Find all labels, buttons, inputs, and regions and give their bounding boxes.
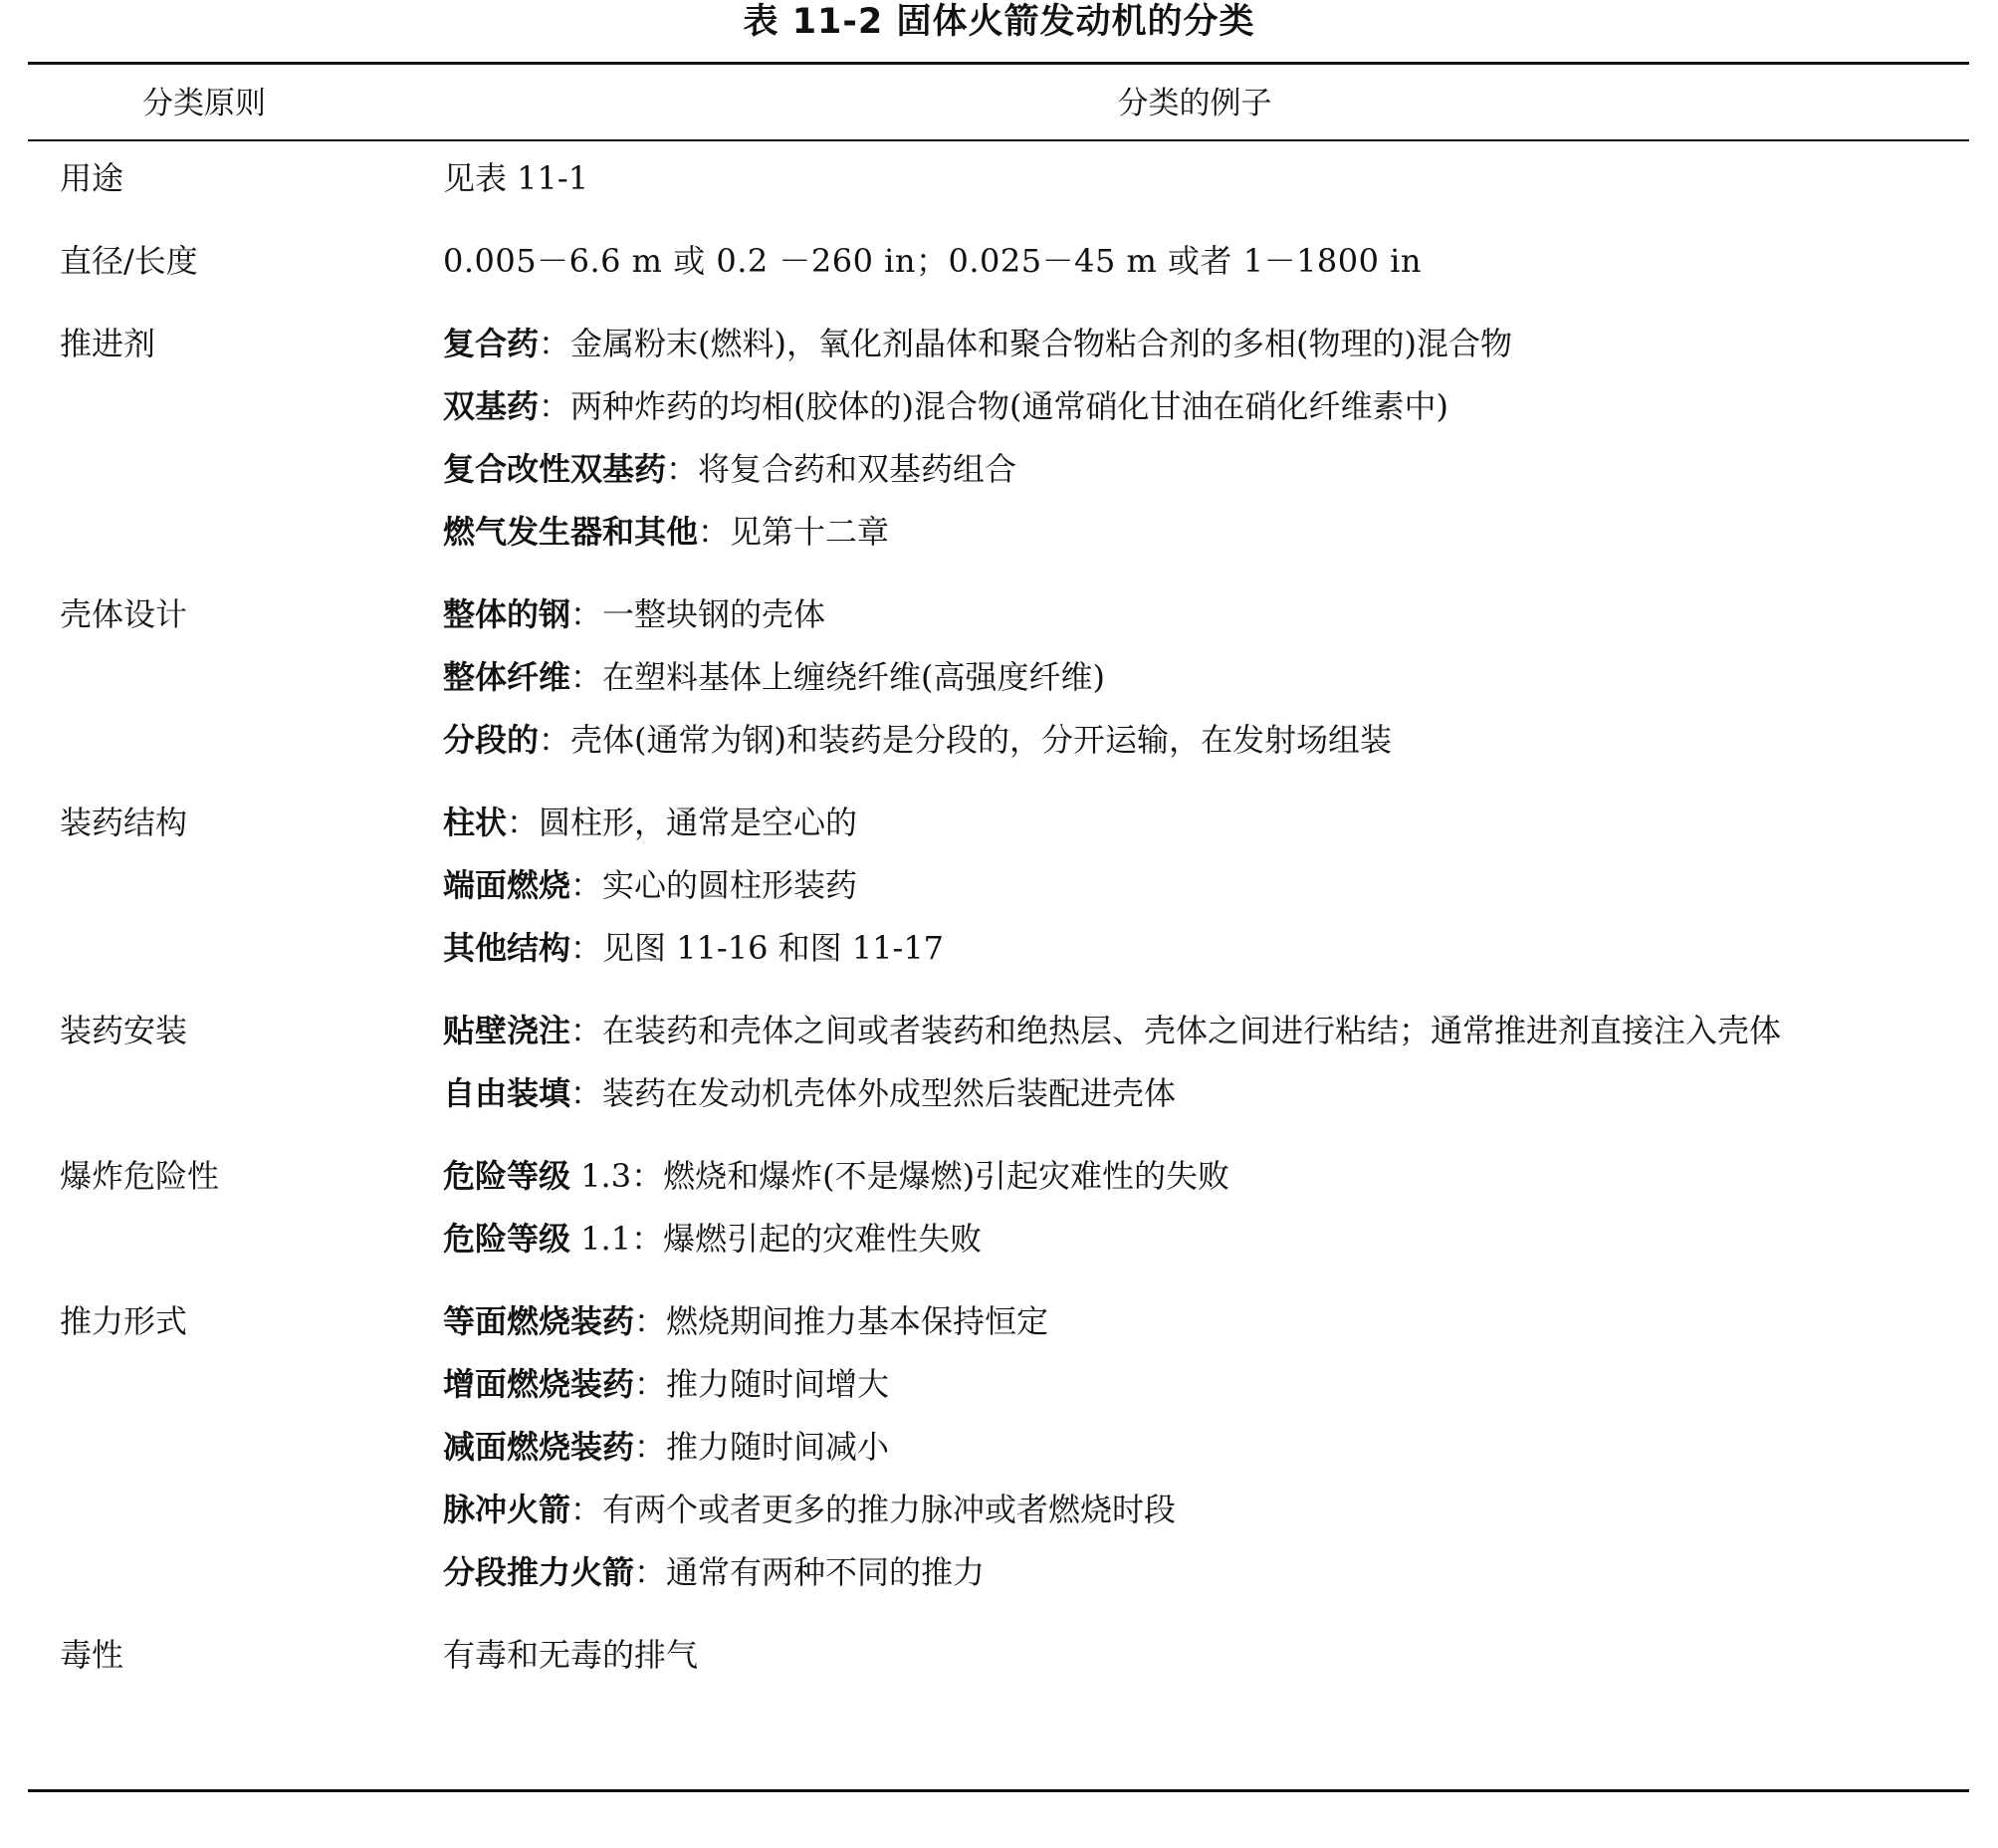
example-text: 1.3：燃烧和爆炸(不是爆燃)引起灾难性的失败 — [570, 1157, 1230, 1195]
example-item — [443, 1353, 1951, 1416]
example-term: 自由装填 — [443, 1074, 571, 1112]
example-item — [443, 438, 1951, 501]
row-label: 装药结构 — [60, 804, 188, 841]
example-term: 分段的 — [443, 721, 540, 759]
row-examples — [443, 792, 1951, 980]
example-item — [443, 1416, 1951, 1479]
example-text: 1.1：爆燃引起的灾难性失败 — [570, 1220, 983, 1258]
example-term: 复合改性双基药 — [443, 450, 667, 488]
example-text: 0.005－6.6 m 或 0.2 －260 in；0.025－45 m 或者 1－1800 in — [443, 242, 1423, 280]
example-item — [443, 917, 1951, 980]
row-examples — [443, 147, 1951, 210]
example-item — [443, 147, 1951, 210]
example-text: ：见图 11-16 和图 11-17 — [570, 929, 945, 967]
row-label: 壳体设计 — [60, 595, 188, 633]
top-rule — [28, 62, 1969, 65]
row-label: 装药安装 — [60, 1012, 188, 1049]
example-item — [443, 792, 1951, 854]
example-text: ：见第十二章 — [698, 513, 890, 551]
example-term: 端面燃烧 — [443, 866, 571, 904]
example-text: 有毒和无毒的排气 — [443, 1636, 699, 1674]
table-row — [0, 792, 1998, 980]
table-row — [0, 583, 1998, 772]
example-text: 见表 11-1 — [443, 159, 589, 197]
example-term: 双基药 — [443, 387, 540, 425]
row-examples — [443, 313, 1951, 564]
row-label: 毒性 — [60, 1636, 124, 1674]
table-row — [0, 1145, 1998, 1270]
example-text: ：将复合药和双基药组合 — [666, 450, 1017, 488]
example-text: ：两种炸药的均相(胶体的)混合物(通常硝化甘油在硝化纤维素中) — [539, 387, 1448, 425]
example-text: ：推力随时间增大 — [634, 1365, 890, 1403]
example-term: 增面燃烧装药 — [443, 1365, 635, 1403]
example-term: 等面燃烧装药 — [443, 1302, 635, 1340]
table-row — [0, 147, 1998, 210]
table-body — [0, 147, 1998, 1707]
table-title: 表 11-2 固体火箭发动机的分类 — [743, 2, 1255, 42]
example-item — [443, 709, 1951, 772]
example-term: 脉冲火箭 — [443, 1491, 571, 1528]
bottom-rule — [28, 1789, 1969, 1792]
example-text: ：在塑料基体上缠绕纤维(高强度纤维) — [570, 658, 1105, 696]
example-term: 燃气发生器和其他 — [443, 513, 699, 551]
row-label: 爆炸危险性 — [60, 1157, 220, 1195]
example-item — [443, 1000, 1951, 1062]
example-item — [443, 1208, 1951, 1270]
table-row — [0, 1290, 1998, 1604]
example-term: 贴壁浇注 — [443, 1012, 571, 1049]
table-row — [0, 230, 1998, 293]
table-header — [0, 78, 1998, 129]
example-term: 分段推力火箭 — [443, 1553, 635, 1591]
example-item — [443, 501, 1951, 564]
example-text: ：装药在发动机壳体外成型然后装配进壳体 — [570, 1074, 1177, 1112]
table-row — [0, 1624, 1998, 1687]
example-item — [443, 1290, 1951, 1353]
row-examples — [443, 1624, 1951, 1687]
example-text: ：燃烧期间推力基本保持恒定 — [634, 1302, 1049, 1340]
table-row — [0, 1000, 1998, 1125]
row-label: 直径/长度 — [60, 242, 198, 280]
example-term: 柱状 — [443, 804, 508, 841]
row-examples — [443, 583, 1951, 772]
row-examples — [443, 1145, 1951, 1270]
example-item — [443, 313, 1951, 375]
example-text: ：壳体(通常为钢)和装药是分段的，分开运输，在发射场组装 — [539, 721, 1392, 759]
example-term: 整体纤维 — [443, 658, 571, 696]
example-item — [443, 375, 1951, 438]
row-examples — [443, 1000, 1951, 1125]
example-text: ：一整块钢的壳体 — [570, 595, 826, 633]
example-term: 整体的钢 — [443, 595, 571, 633]
example-item — [443, 1541, 1951, 1604]
example-item — [443, 854, 1951, 917]
example-item — [443, 1624, 1951, 1687]
example-text: ：实心的圆柱形装药 — [570, 866, 858, 904]
example-item — [443, 1145, 1951, 1208]
example-term: 减面燃烧装药 — [443, 1428, 635, 1466]
example-text: ：圆柱形，通常是空心的 — [507, 804, 858, 841]
example-term: 其他结构 — [443, 929, 571, 967]
example-item — [443, 583, 1951, 646]
example-text: ：通常有两种不同的推力 — [634, 1553, 986, 1591]
row-label: 推力形式 — [60, 1302, 188, 1340]
row-examples — [443, 230, 1951, 293]
example-text: ：有两个或者更多的推力脉冲或者燃烧时段 — [570, 1491, 1177, 1528]
example-text: ：金属粉末(燃料)，氧化剂晶体和聚合物粘合剂的多相(物理的)混合物 — [539, 325, 1512, 362]
example-term: 危险等级 — [443, 1157, 571, 1195]
row-examples — [443, 1290, 1951, 1604]
example-item — [443, 230, 1951, 293]
example-item — [443, 1479, 1951, 1541]
example-item — [443, 1062, 1951, 1125]
row-label: 用途 — [60, 159, 124, 197]
header-classification-examples: 分类的例子 — [1117, 86, 1272, 121]
example-text: ：在装药和壳体之间或者装药和绝热层、壳体之间进行粘结；通常推进剂直接注入壳体 — [570, 1012, 1782, 1049]
example-term: 复合药 — [443, 325, 540, 362]
table-row — [0, 313, 1998, 564]
example-term: 危险等级 — [443, 1220, 571, 1258]
example-text: ：推力随时间减小 — [634, 1428, 890, 1466]
row-label: 推进剂 — [60, 325, 156, 362]
example-item — [443, 646, 1951, 709]
header-rule — [28, 139, 1969, 141]
header-classification-principle: 分类原则 — [142, 86, 266, 121]
